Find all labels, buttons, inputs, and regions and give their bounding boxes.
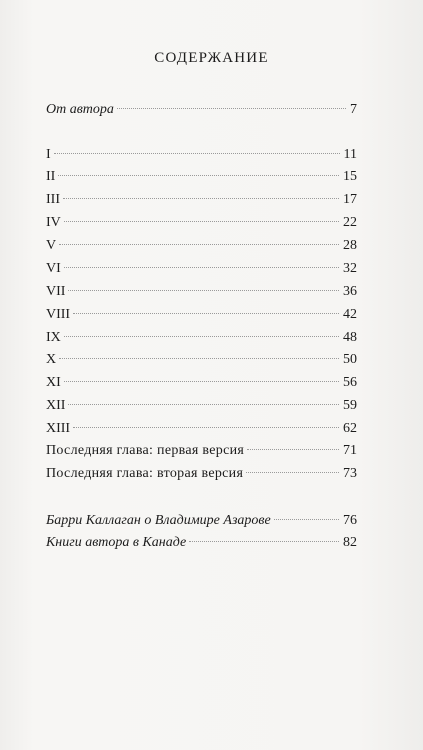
toc-entry-label: VIII bbox=[46, 307, 71, 322]
toc-entry-page: 56 bbox=[343, 375, 357, 390]
toc-entry-page: 22 bbox=[343, 215, 357, 230]
toc-entry-page: 50 bbox=[343, 352, 357, 367]
toc-dot-leader bbox=[63, 198, 339, 199]
toc-entry-chapter-1 bbox=[46, 145, 357, 165]
contents-title: СОДЕРЖАНИЕ bbox=[154, 50, 269, 66]
toc-entry-chapter-9 bbox=[46, 328, 357, 348]
toc-entry-label: VI bbox=[46, 261, 61, 276]
toc-entry-chapter-12 bbox=[46, 396, 357, 416]
toc-entry-label: Барри Каллаган о Владимире Азарове bbox=[46, 513, 271, 528]
toc-dot-leader bbox=[247, 449, 339, 450]
toc-entry-chapter-10 bbox=[46, 350, 357, 370]
toc-entry-label: XI bbox=[46, 375, 61, 390]
toc-dot-leader bbox=[59, 358, 339, 359]
toc-entry-label: II bbox=[46, 169, 56, 184]
toc-entry-page: 62 bbox=[343, 421, 357, 436]
toc-dot-leader bbox=[59, 244, 339, 245]
toc-entry-page: 17 bbox=[343, 192, 357, 207]
toc-entry-last-chapter-v2 bbox=[46, 464, 357, 484]
toc-entry-page: 32 bbox=[343, 261, 357, 276]
toc-entry-chapter-2 bbox=[46, 167, 357, 187]
toc-dot-leader bbox=[117, 108, 346, 109]
toc-entry-last-chapter-v1 bbox=[46, 441, 357, 461]
toc-entry-label: XIII bbox=[46, 421, 71, 436]
toc-entry-page: 7 bbox=[350, 102, 357, 117]
toc-entry-afterword bbox=[46, 511, 357, 531]
toc-entry-chapter-5 bbox=[46, 236, 357, 256]
toc-entry-label: VII bbox=[46, 284, 66, 299]
toc-entry-books-in-canada bbox=[46, 533, 357, 553]
toc-entry-label: Последняя глава: вторая версия bbox=[46, 466, 244, 481]
toc-dot-leader bbox=[68, 404, 339, 405]
toc-dot-leader bbox=[58, 175, 339, 176]
toc-entry-chapter-3 bbox=[46, 190, 357, 210]
toc-entry-chapter-4 bbox=[46, 213, 357, 233]
toc-dot-leader bbox=[64, 267, 339, 268]
toc-entry-label: IX bbox=[46, 330, 61, 345]
toc-entry-chapter-8 bbox=[46, 305, 357, 325]
toc-dot-leader bbox=[68, 290, 339, 291]
toc-dot-leader bbox=[274, 519, 339, 520]
toc-dot-leader bbox=[54, 153, 340, 154]
toc-entry-preface bbox=[46, 100, 357, 120]
toc-entry-label: I bbox=[46, 147, 51, 162]
toc-entry-chapter-13 bbox=[46, 419, 357, 439]
toc-entry-page: 71 bbox=[343, 443, 357, 458]
toc-entry-label: Книги автора в Канаде bbox=[46, 535, 187, 550]
toc-entry-label: От автора bbox=[46, 102, 114, 117]
toc-entry-chapter-7 bbox=[46, 282, 357, 302]
toc-dot-leader bbox=[64, 381, 339, 382]
toc-entry-page: 82 bbox=[343, 535, 357, 550]
toc-entry-page: 42 bbox=[343, 307, 357, 322]
toc-entry-page: 15 bbox=[343, 169, 357, 184]
toc-entry-chapter-11 bbox=[46, 373, 357, 393]
toc-entry-label: V bbox=[46, 238, 57, 253]
toc-dot-leader bbox=[189, 541, 339, 542]
toc-entry-page: 36 bbox=[343, 284, 357, 299]
toc-dot-leader bbox=[246, 472, 339, 473]
toc-entry-label: X bbox=[46, 352, 57, 367]
toc-entry-page: 73 bbox=[343, 466, 357, 481]
toc-dot-leader bbox=[64, 221, 339, 222]
toc-entry-page: 59 bbox=[343, 398, 357, 413]
toc-entry-page: 76 bbox=[343, 513, 357, 528]
toc-dot-leader bbox=[73, 313, 339, 314]
toc-dot-leader bbox=[73, 427, 339, 428]
toc-entry-label: XII bbox=[46, 398, 66, 413]
toc-entry-page: 11 bbox=[343, 147, 357, 162]
toc-entry-chapter-6 bbox=[46, 259, 357, 279]
toc-dot-leader bbox=[64, 336, 339, 337]
toc-entry-page: 28 bbox=[343, 238, 357, 253]
toc-entry-label: III bbox=[46, 192, 60, 207]
toc-entry-label: Последняя глава: первая версия bbox=[46, 443, 245, 458]
toc-entry-label: IV bbox=[46, 215, 61, 230]
toc-entry-page: 48 bbox=[343, 330, 357, 345]
